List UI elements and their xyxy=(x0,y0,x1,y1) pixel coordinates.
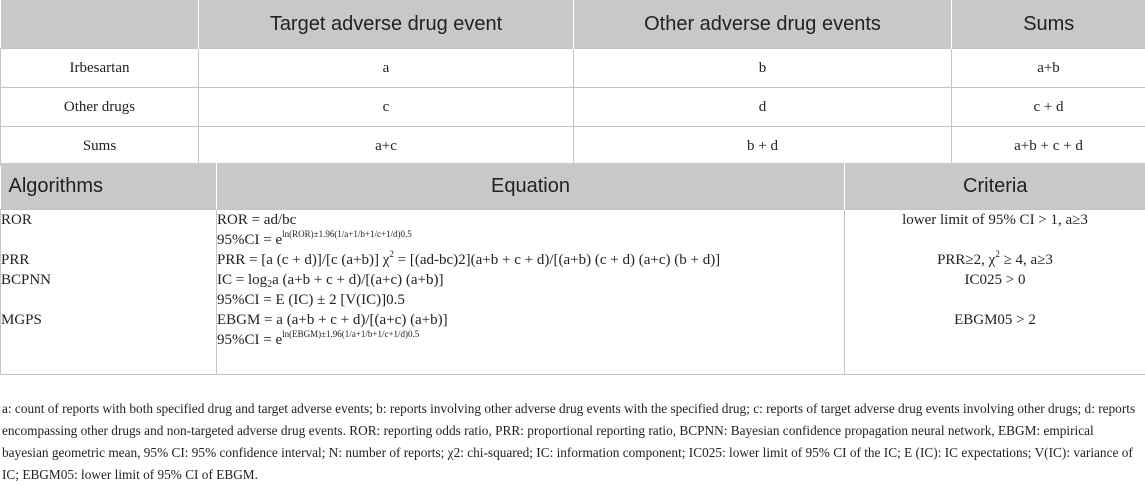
algorithm-prr: PRR xyxy=(1,250,216,270)
criteria-cell xyxy=(845,210,1145,375)
algorithm-mgps: MGPS xyxy=(1,310,216,330)
algorithms-body-row xyxy=(1,210,1145,375)
contingency-table xyxy=(0,0,1145,166)
table-cell: b + d xyxy=(574,127,952,166)
equation-prr: PRR = [a (c + d)]/[c (a+b)] $\chi^2 = [(ad-bc)2](a+b + c + d)/[(a+b) (c + d)$ (a+c) (b + d)] xyxy=(217,250,844,270)
criteria-mgps: EBGM05 > 2 xyxy=(845,310,1145,330)
equation-bcpnn-ci: 95%CI = E (IC) ± 2 [V(IC)]0.5 xyxy=(217,290,844,310)
contingency-header-blank xyxy=(1,0,199,49)
contingency-header-other: Other adverse drug events xyxy=(574,0,952,49)
criteria-bcpnn: IC025 > 0 xyxy=(845,270,1145,290)
row-label-other-drugs: Other drugs xyxy=(1,88,199,127)
row-label-irbesartan: Irbesartan xyxy=(1,49,199,88)
equation-mgps: EBGM = a (a+b + c + d)/[(a+c) (a+b)] xyxy=(217,310,844,330)
header-criteria: Criteria xyxy=(845,163,1145,210)
algorithms-header-row xyxy=(1,163,1145,210)
table-cell: c + d xyxy=(952,88,1145,127)
table-footnote: a: count of reports with both specified drug and target adverse events; b: reports involving other adverse drug events with the specified drug; c: reports of target adverse drug events involving other drugs; d: reports encompassing other drugs and non-targeted adverse drug events. ROR: reporting odds ratio, PRR: proportional reporting ratio, BCPNN: Bayesian confidence propagation neural network, EBGM: empirical bayesian geometric mean, 95% CI: 95% confidence interval; N: number of reports; χ2: chi-squared; IC: information component; IC025: lower limit of 95% CI of the IC; E (IC): IC expectations; V(IC): variance of IC; EBGM05: lower limit of 95% CI of EBGM. xyxy=(2,398,1142,486)
algorithm-bcpnn: BCPNN xyxy=(1,270,216,290)
table-row xyxy=(1,49,1145,88)
table-row xyxy=(1,127,1145,166)
header-algorithms: Algorithms xyxy=(1,163,217,210)
equation-bcpnn: IC = $\log_2a$ (a+b + c + d)/[(a+c) (a+b)] xyxy=(217,270,844,290)
table-cell: a+c xyxy=(199,127,574,166)
table-row xyxy=(1,88,1145,127)
table-cell: a+b xyxy=(952,49,1145,88)
equations-cell xyxy=(217,210,845,375)
table-cell: a xyxy=(199,49,574,88)
equation-ror-ci: $95\%CI = e^{ln(ROR)\pm 1.96(1/a+1/b+1/c+1/d)0.5}$ xyxy=(217,230,844,250)
algorithm-ror: ROR xyxy=(1,210,216,230)
table-cell: a+b + c + d xyxy=(952,127,1145,166)
contingency-header-target: Target adverse drug event xyxy=(199,0,574,49)
criteria-prr: PRR≥2, $\chi^2 \ge 4$, a≥3 xyxy=(845,250,1145,270)
table-cell: b xyxy=(574,49,952,88)
equation-mgps-ci: $95\%CI = e^{ln(EBGM)\pm 1.96(1/a+1/b+1/c+1/d)0.5}$ xyxy=(217,330,844,350)
contingency-header-row xyxy=(1,0,1145,49)
criteria-ror: lower limit of 95% CI > 1, a≥3 xyxy=(845,210,1145,230)
table-cell: c xyxy=(199,88,574,127)
table-cell: d xyxy=(574,88,952,127)
equation-ror: ROR = ad/bc xyxy=(217,210,844,230)
row-label-sums: Sums xyxy=(1,127,199,166)
contingency-header-sums: Sums xyxy=(952,0,1145,49)
header-equation: Equation xyxy=(217,163,845,210)
algorithms-table xyxy=(0,163,1145,375)
algorithm-names-cell xyxy=(1,210,217,375)
